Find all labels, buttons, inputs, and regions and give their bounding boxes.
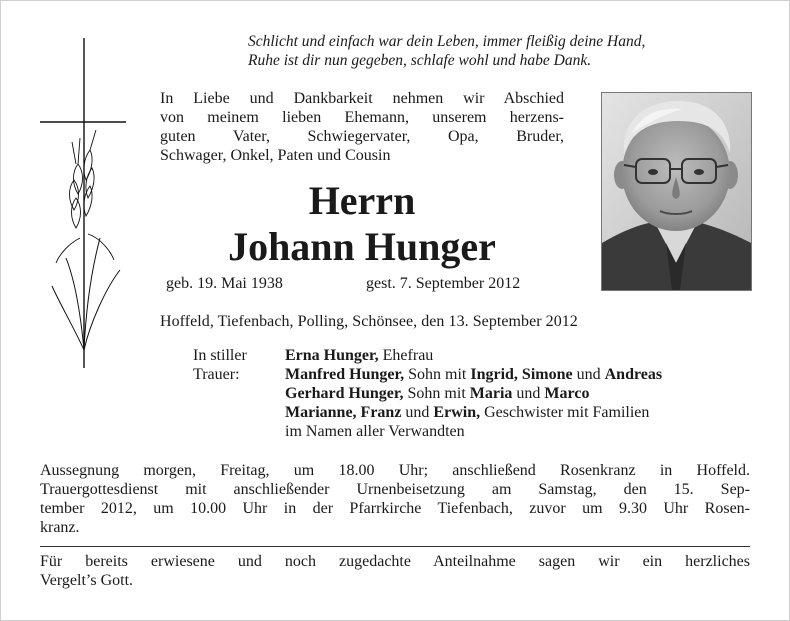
service-line-1: Aussegnung morgen, Freitag, um 18.00 Uhr; anschließend Rosenkranz in Hoffeld.	[40, 462, 750, 479]
mourners-list	[285, 346, 755, 441]
mourners-label-line-1: In stiller	[193, 347, 247, 364]
mourner-name: Gerhard Hunger,	[285, 385, 404, 402]
motto-verse	[248, 32, 748, 70]
motto-line-1: Schlicht und einfach war dein Leben, immer fleißig deine Hand,	[248, 33, 646, 50]
portrait-photo	[601, 92, 752, 291]
mourner-name: Ingrid, Simone	[470, 366, 573, 383]
intro-line-2: von meinem lieben Ehemann, unserem herzens-	[160, 109, 564, 126]
mourner-row	[285, 422, 755, 441]
mourner-relation: Geschwister mit Familien	[480, 404, 650, 421]
mourners-label	[193, 346, 247, 384]
mourner-relation: Ehefrau	[378, 347, 434, 364]
mourner-row	[285, 365, 755, 384]
motto-line-2: Ruhe ist dir nun gegeben, schlafe wohl und habe Dank.	[248, 52, 592, 69]
mourners-label-line-2: Trauer:	[193, 366, 240, 383]
mourner-relation: im Namen aller Verwandten	[285, 423, 465, 440]
thanks-text	[40, 552, 750, 590]
birth-date: geb. 19. Mai 1938	[166, 275, 283, 292]
salutation: Herrn	[308, 178, 416, 223]
service-line-3: tember 2012, um 10.00 Uhr in der Pfarrkirche Tiefenbach, zuvor um 9.30 Uhr Rosen-	[40, 500, 750, 517]
deceased-name: Johann Hunger	[228, 224, 496, 269]
mourner-row	[285, 346, 755, 365]
service-line-2: Trauergottesdienst mit anschließender Urnenbeisetzung am Samstag, den 15. Sep-	[40, 481, 750, 498]
mourner-relation: Sohn mit	[404, 366, 471, 383]
service-line-4: kranz.	[40, 519, 80, 536]
mourner-connector: und	[401, 404, 434, 421]
intro-text	[160, 89, 564, 165]
divider-line	[40, 546, 750, 547]
mourner-name: Andreas	[604, 366, 663, 383]
mourner-row	[285, 384, 755, 403]
place-and-date: Hoffeld, Tiefenbach, Polling, Schönsee, den 13. September 2012	[160, 313, 578, 330]
mourner-row	[285, 403, 755, 422]
intro-line-3: guten Vater, Schwiegervater, Opa, Bruder,	[160, 128, 564, 145]
mourner-name: Erwin,	[433, 404, 481, 421]
cross-with-wheat-icon	[40, 38, 150, 368]
mourner-relation: Sohn mit	[403, 385, 470, 402]
intro-line-1: In Liebe und Dankbarkeit nehmen wir Abschied	[160, 90, 564, 107]
mourner-name: Marco	[544, 385, 590, 402]
thanks-line-1: Für bereits erwiesene und noch zugedachte Anteilnahme sagen wir ein herzliches	[40, 553, 750, 570]
mourner-name: Maria	[469, 385, 513, 402]
mourner-name: Manfred Hunger,	[285, 366, 405, 383]
service-details	[40, 461, 750, 537]
death-date: gest. 7. September 2012	[366, 275, 521, 292]
mourner-connector: und	[512, 385, 545, 402]
mourner-name: Marianne, Franz	[285, 404, 402, 421]
mourner-name: Erna Hunger,	[285, 347, 379, 364]
intro-line-4: Schwager, Onkel, Paten und Cousin	[160, 147, 391, 164]
mourner-connector: und	[572, 366, 605, 383]
thanks-line-2: Vergelt’s Gott.	[40, 572, 134, 589]
